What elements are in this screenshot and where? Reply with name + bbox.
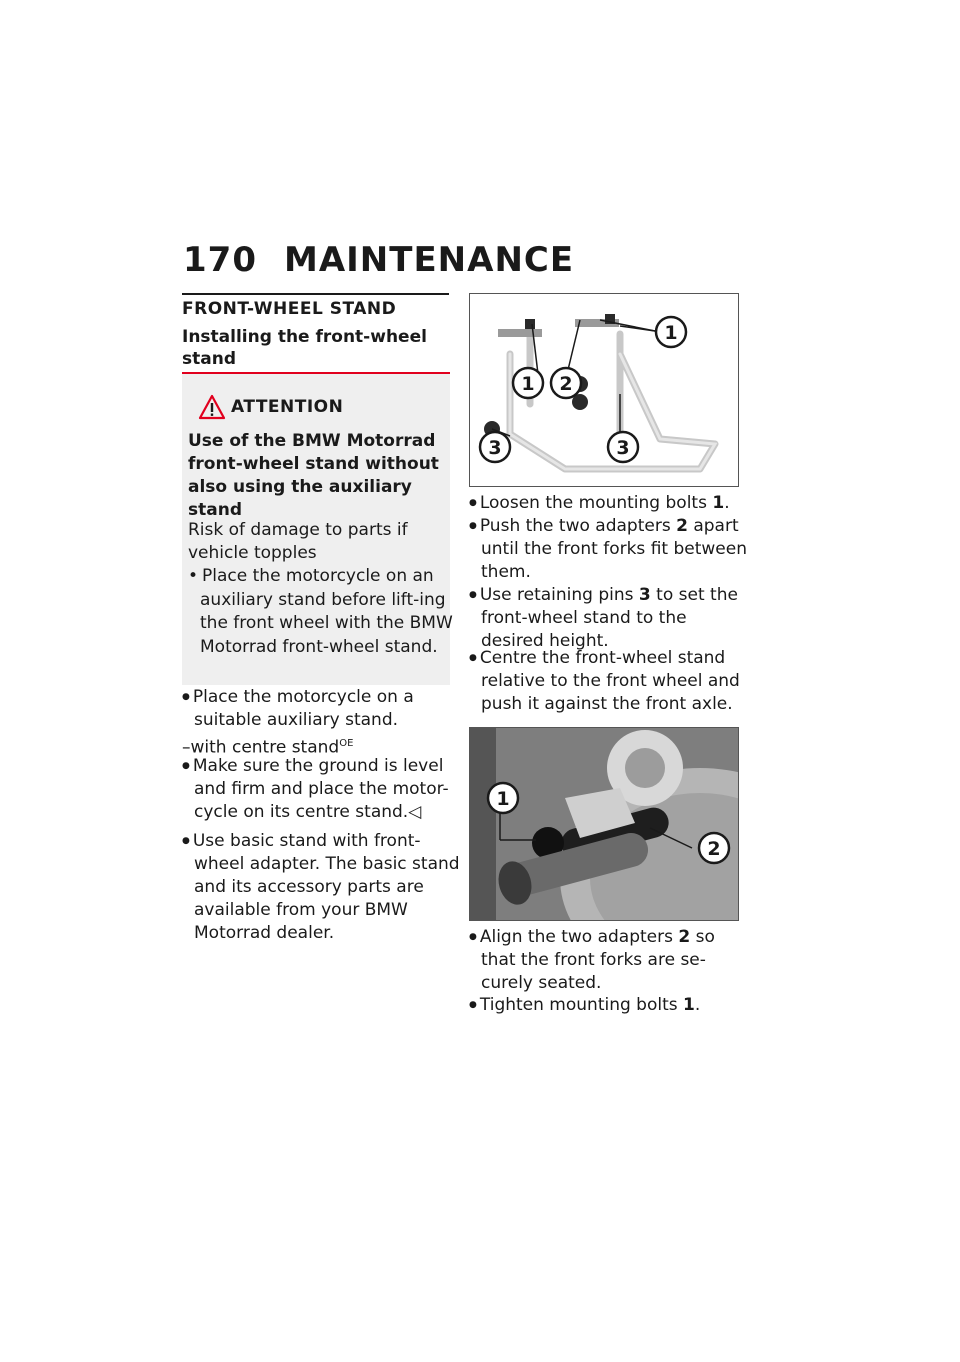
ref-number: 3 (638, 585, 651, 605)
warning-triangle-icon (198, 394, 226, 420)
step-text-end: to set the front-wheel stand to the desired height. (481, 585, 738, 651)
attention-risk: Risk of damage to parts if vehicle topples (188, 520, 408, 563)
attention-heading: Use of the BMW Motorrad front-wheel stand without also using the auxiliary stand (188, 431, 439, 520)
chapter-title: MAINTENANCE (284, 240, 575, 280)
section-rule (182, 293, 449, 295)
figure-adapter (469, 727, 739, 921)
adapter-photo (470, 728, 738, 920)
section-title: FRONT-WHEEL STAND (182, 299, 397, 319)
step-text: Use retaining pins (479, 585, 639, 605)
step-text-end: apart until the front forks fit between them. (481, 516, 747, 582)
step-text: Loosen the mounting bolts (479, 493, 713, 513)
ref-number: 1 (683, 995, 695, 1015)
callout-2-label: 2 (707, 838, 721, 860)
step-text: Align the two adapters (479, 927, 679, 947)
step-tighten-bolts (469, 994, 751, 1017)
step-text: Place the motorcycle on a suitable auxiliary stand. (192, 687, 414, 730)
ref-number: 2 (678, 927, 691, 947)
step-basic-stand (182, 830, 462, 945)
step-place-auxiliary (182, 686, 462, 732)
page-number: 170 (183, 240, 257, 280)
callout-1-label: 1 (521, 373, 535, 395)
option-text: –with centre stand (182, 737, 340, 758)
step-text-end: so that the front forks are se-curely seated. (481, 927, 715, 993)
callout-3-label: 3 (488, 437, 502, 459)
attention-action (188, 565, 456, 659)
step-text: Use basic stand with front-wheel adapter. The basic stand and its accessory parts are available from your BMW Motorrad dealer. (192, 831, 460, 943)
attention-action-text: Place the motorcycle on an auxiliary stand before lift-ing the front wheel with the BMW Motorrad front-wheel stand. (200, 566, 453, 657)
ref-number: 1 (712, 493, 725, 513)
figure-stand (469, 293, 739, 487)
stand-illustration (470, 294, 738, 486)
step-loosen-bolts (469, 492, 751, 515)
step-text: Make sure the ground is level and firm and place the motor-cycle on its centre stand. (192, 756, 449, 822)
attention-label: ATTENTION (231, 397, 344, 417)
callout-1-label: 1 (664, 322, 678, 344)
step-align-adapters (469, 926, 751, 995)
option-marker: OE (339, 738, 354, 749)
ref-number: 2 (676, 516, 688, 536)
callout-2-label: 2 (559, 373, 573, 395)
step-text: Tighten mounting bolts (479, 995, 684, 1015)
section-subtitle: Installing the front-wheel stand (182, 327, 427, 369)
callout-3-label: 3 (616, 437, 630, 459)
step-text-end: . (724, 493, 730, 513)
step-retaining-pins (469, 584, 751, 653)
step-push-adapters (469, 515, 751, 584)
end-mark: ◁ (408, 802, 422, 822)
step-text: Push the two adapters (479, 516, 677, 536)
step-centre-stand (469, 647, 751, 716)
step-level-ground (182, 755, 462, 824)
step-text: Centre the front-wheel stand relative to the front wheel and push it against the front axle. (479, 648, 740, 714)
callout-1-label: 1 (496, 788, 510, 810)
step-text-end: . (694, 995, 701, 1015)
